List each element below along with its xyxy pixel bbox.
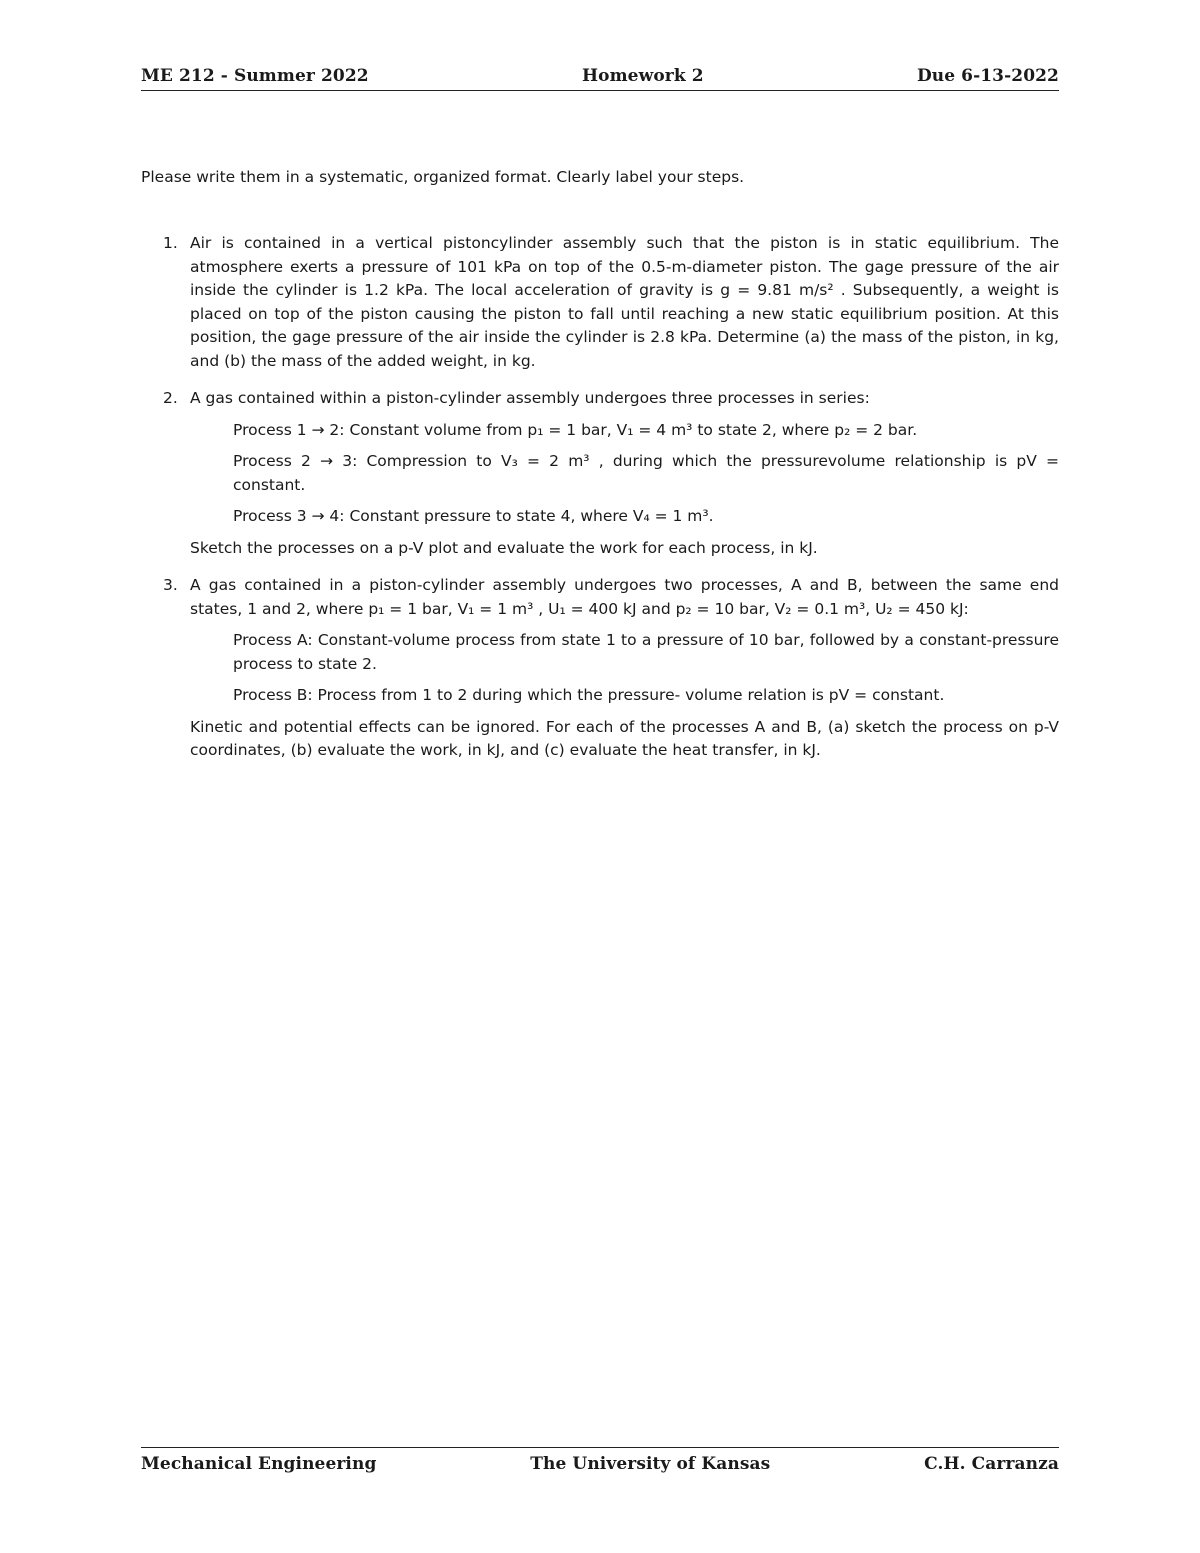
- process-step: Process B: Process from 1 to 2 during which the pressure- volume relation is pV = constant.: [233, 686, 945, 704]
- instructor: C.H. Carranza: [924, 1454, 1059, 1474]
- problem-number: 1.: [163, 234, 178, 252]
- problem-task: Sketch the processes on a p-V plot and evaluate the work for each process, in kJ.: [190, 538, 818, 557]
- problem-text: Air is contained in a vertical pistoncylinder assembly such that the piston is in static equilibrium. The atmosphere exerts a pressure of 101 kPa on top of the 0.5-m-diameter piston. The gage pressure of the air inside the cylinder is 1.2 kPa. The local acceleration of gravity is g = 9.81 m/s² . Subsequently, a weight is placed on top of the piston causing the piston to fall until reaching a new static equilibrium position. At this position, the gage pressure of the air inside the cylinder is 2.8 kPa. Determine (a) the mass of the piston, in kg, and (b) the mass of the added weight, in kg.: [190, 234, 1059, 370]
- university: The University of Kansas: [530, 1454, 771, 1474]
- problem-list: [141, 232, 1059, 777]
- problem-text: A gas contained within a piston-cylinder assembly undergoes three processes in series:: [190, 389, 870, 407]
- process-step: Process 1 → 2: Constant volume from p₁ = 1 bar, V₁ = 4 m³ to state 2, where p₂ = 2 bar.: [233, 420, 918, 439]
- process-step: Process 2 → 3: Compression to V₃ = 2 m³ , during which the pressurevolume relationship is pV = constant.: [233, 452, 1059, 494]
- instructions: Please write them in a systematic, organized format. Clearly label your steps.: [141, 168, 745, 186]
- course-title: ME 212 - Summer 2022: [141, 66, 369, 86]
- problem-number: 3.: [163, 576, 178, 594]
- assignment-title: Homework 2: [581, 66, 704, 86]
- problem-item-3: [141, 574, 1059, 763]
- problem-text: A gas contained in a piston-cylinder assembly undergoes two processes, A and B, between the same end states, 1 and 2, where p₁ = 1 bar, V₁ = 1 m³ , U₁ = 400 kJ and p₂ = 10 bar, V₂ = 0.1 m³, U₂ = 450 kJ:: [190, 576, 1059, 618]
- due-date: Due 6-13-2022: [916, 66, 1059, 86]
- problem-item-2: [141, 387, 1059, 560]
- page-header: [141, 66, 1059, 91]
- page-footer: [141, 1447, 1059, 1474]
- process-step: Process 3 → 4: Constant pressure to state 4, where V₄ = 1 m³.: [233, 507, 714, 525]
- problem-task: Kinetic and potential effects can be ignored. For each of the processes A and B, (a) sketch the process on p-V coordinates, (b) evaluate the work, in kJ, and (c) evaluate the heat transfer, in kJ.: [190, 717, 1059, 759]
- department: Mechanical Engineering: [141, 1454, 377, 1474]
- problem-item-1: [141, 232, 1059, 373]
- process-step: Process A: Constant-volume process from state 1 to a pressure of 10 bar, followed by a constant-pressure process to state 2.: [233, 631, 1059, 673]
- problem-number: 2.: [163, 389, 178, 407]
